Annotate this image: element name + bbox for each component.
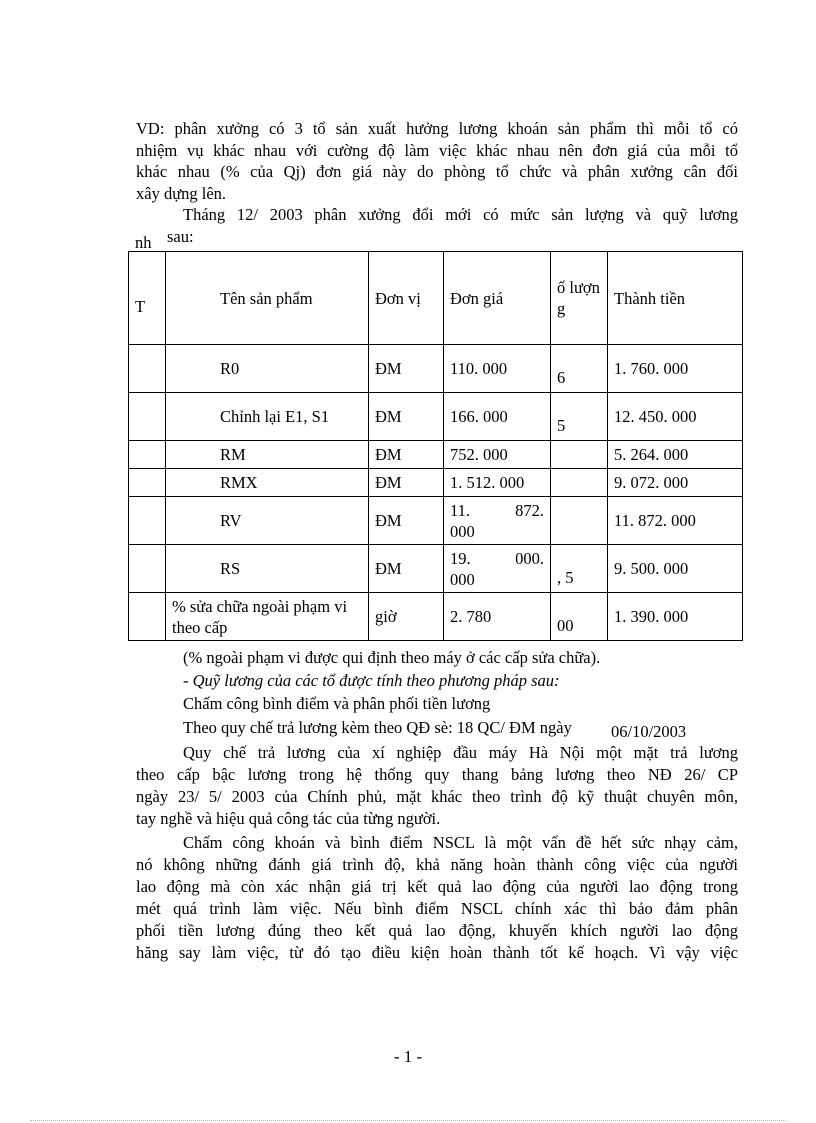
text-line: Theo quy chế trả lương kèm theo QĐ sè: 18 QC/ ĐM ngày — [183, 718, 572, 737]
cell-unit: giờ — [369, 593, 444, 641]
table-row — [129, 593, 743, 641]
cell-price: 2. 780 — [444, 593, 551, 641]
cell-qty — [551, 441, 608, 469]
cell-qty: 5 — [551, 393, 608, 441]
cell-price — [444, 497, 551, 545]
italic-line: - Quỹ lương của các tổ được tính theo phương pháp sau: — [183, 671, 560, 690]
text-line: Chấm công khoán và bình điểm NSCL là một vấn đề hết sức nhạy cảm, — [183, 833, 738, 852]
cell-total: 12. 450. 000 — [608, 393, 743, 441]
price-part: 19. — [450, 548, 471, 568]
header-total: Thành tiền — [608, 252, 743, 345]
header-price: Đơn giá — [444, 252, 551, 345]
table-row — [129, 393, 743, 441]
cell-unit: ĐM — [369, 393, 444, 441]
cell-stt — [129, 393, 166, 441]
cell-qty: 6 — [551, 345, 608, 393]
cell-unit: ĐM — [369, 441, 444, 469]
intro-fragment-nh: nh — [135, 233, 152, 252]
text-line: lao động mà còn xác nhận giá trị kết quả lao động của người lao động trong — [136, 877, 738, 896]
text-line: VD: phân xưởng có 3 tổ sản xuất hưởng lương khoán sản phẩm thì mỗi tổ có — [136, 119, 738, 138]
table-row — [129, 497, 743, 545]
intro-line-month: Tháng 12/ 2003 phân xưởng đổi mới có mức sản lượng và quỹ lương — [183, 205, 738, 224]
table-header-row — [129, 252, 743, 345]
cell-price: 166. 000 — [444, 393, 551, 441]
text-line: tay nghề và hiệu quả công tác của từng người. — [136, 809, 441, 828]
cell-unit: ĐM — [369, 545, 444, 593]
text-line: Quy chế trả lương của xí nghiệp đầu máy Hà Nội một mặt trả lương — [183, 743, 738, 762]
cell-total: 1. 390. 000 — [608, 593, 743, 641]
cell-total: 5. 264. 000 — [608, 441, 743, 469]
text-line: nó không những đánh giá trình độ, khả năng hoàn thành công việc của người — [136, 855, 738, 874]
text-line: hăng say làm việc, từ đó tạo điều kiện hoàn thành tốt kế hoạch. Vì vậy việc — [136, 943, 738, 962]
table-row — [129, 545, 743, 593]
salary-table — [128, 251, 743, 641]
cell-stt — [129, 497, 166, 545]
cell-stt — [129, 593, 166, 641]
cell-total: 1. 760. 000 — [608, 345, 743, 393]
header-name: Tên sản phẩm — [166, 252, 369, 345]
intro-paragraph — [136, 118, 738, 204]
cell-total: 9. 072. 000 — [608, 469, 743, 497]
note-line: (% ngoài phạm vi được qui định theo máy ở các cấp sửa chữa). — [183, 648, 601, 667]
cell-unit: ĐM — [369, 345, 444, 393]
price-part: 11. — [450, 500, 471, 520]
text-line: ngày 23/ 5/ 2003 của Chính phủ, mặt khác theo trình độ kỹ thuật chuyên môn, — [136, 787, 738, 806]
cell-price: 752. 000 — [444, 441, 551, 469]
cell-name: Chỉnh lại E1, S1 — [166, 393, 369, 441]
cell-name: RS — [166, 545, 369, 593]
cell-stt — [129, 469, 166, 497]
text-line: mét quá trình làm việc. Nếu bình điểm NSCL chính xác thì bảo đảm phân — [136, 899, 738, 918]
cell-qty — [551, 497, 608, 545]
price-part: 000 — [450, 569, 475, 589]
table-row — [129, 441, 743, 469]
header-unit: Đơn vị — [369, 252, 444, 345]
text-line: Chấm công bình điểm và phân phối tiền lương — [183, 694, 491, 713]
cell-stt — [129, 545, 166, 593]
text-line: khác nhau (% của Qj) đơn giá này do phòng tổ chức và phân xưởng cân đối — [136, 162, 738, 181]
cell-name: RMX — [166, 469, 369, 497]
text-line: nhiệm vụ khác nhau với cường độ làm việc khác nhau nên đơn giá của mỗi tổ — [136, 140, 738, 160]
cell-name: RV — [166, 497, 369, 545]
header-qty: ố lượn g — [551, 252, 608, 345]
cell-stt — [129, 345, 166, 393]
date-text: 06/10/2003 — [611, 722, 687, 741]
cell-qty — [551, 469, 608, 497]
cell-price — [444, 545, 551, 593]
cell-name: % sửa chữa ngoài phạm vi theo cấp — [166, 593, 369, 641]
cell-name: R0 — [166, 345, 369, 393]
cell-name: RM — [166, 441, 369, 469]
intro-line-sau: sau: — [167, 227, 194, 246]
cell-unit: ĐM — [369, 497, 444, 545]
header-stt: T — [129, 252, 166, 345]
price-part: 000. — [515, 548, 544, 568]
cell-unit: ĐM — [369, 469, 444, 497]
text-line: phối tiền lương đúng theo kết quả lao động, khuyến khích người lao động — [136, 921, 738, 940]
cell-price: 110. 000 — [444, 345, 551, 393]
text-line: theo cấp bậc lương trong hệ thống quy thang bảng lương theo NĐ 26/ CP — [136, 765, 738, 784]
page-edge-divider — [30, 1120, 786, 1121]
price-part: 000 — [450, 521, 475, 541]
cell-qty: 00 — [551, 593, 608, 641]
price-part: 872. — [515, 500, 544, 520]
cell-qty: , 5 — [551, 545, 608, 593]
cell-stt — [129, 441, 166, 469]
cell-total: 11. 872. 000 — [608, 497, 743, 545]
page-number: - 1 - — [393, 1047, 423, 1066]
cell-price: 1. 512. 000 — [444, 469, 551, 497]
text-line: xây dựng lên. — [136, 183, 227, 203]
cell-total: 9. 500. 000 — [608, 545, 743, 593]
table-row — [129, 345, 743, 393]
table-row — [129, 469, 743, 497]
